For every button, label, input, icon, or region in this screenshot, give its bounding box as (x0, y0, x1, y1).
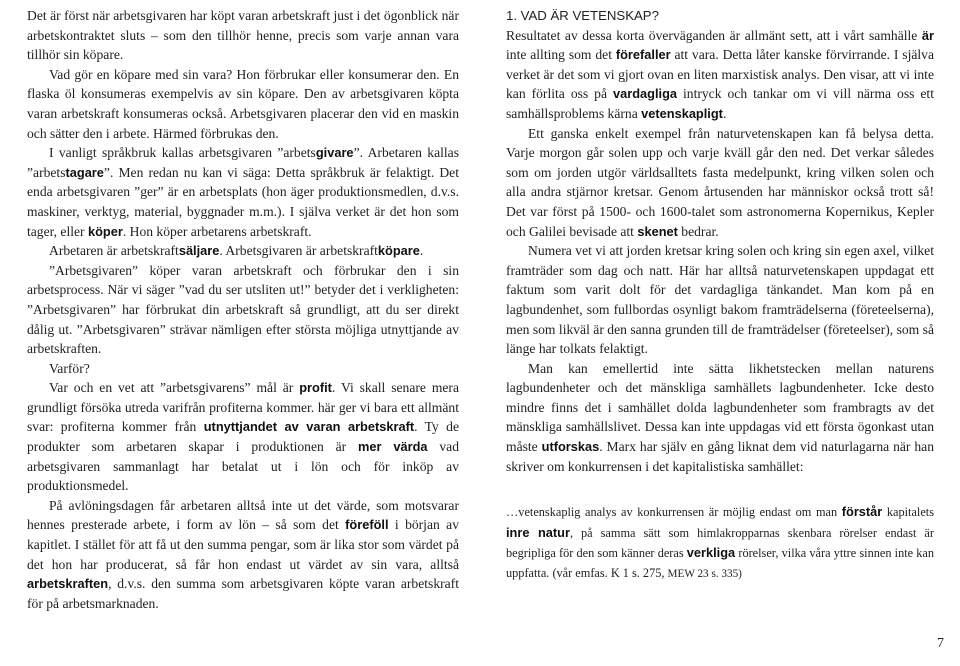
right-paragraph-1 (506, 26, 934, 124)
text-run: ”. Arbetaren kallas ”arbets (27, 145, 460, 180)
bold-term: föreföll (345, 517, 389, 533)
text-run: . Hon köper arbetarens arbetskraft. (122, 223, 312, 239)
text-run: I vanligt språkbruk kallas arbetsgivaren ”arbets (49, 145, 316, 161)
text-run: På avlöningsdagen får arbetaren alltså inte ut det värde, som motsvarar hennes presterade arbete, i form av lön – så som det (27, 497, 459, 533)
text-run: Resultatet av dessa korta överväganden är allmänt sett, att i vårt samhälle (506, 27, 922, 43)
bold-term: mer värda (357, 439, 428, 455)
bold-term: utnyttjandet av varan arbetskraft (203, 419, 415, 435)
text-run: . Arbetsgivaren är arbetskraft (219, 243, 378, 259)
bold-term: säljare (178, 243, 220, 259)
text-run: . (722, 105, 727, 121)
text-run: rörelser, vilka våra yttre sinnen inte kan uppfatta. (vår emfas. K 1 s. 275, (506, 546, 935, 581)
right-paragraph-3: Numera vet vi att jorden kretsar kring solen och kring sin egen axel, vilket framträder som dag och natt. Här har alltså naturvetenskapen uppdagat ett faktum som varit dolt för det vardagliga tänkandet. Man kom på en lagbundenhet, som fullbordas osynligt bakom framträdelserna (företeelserna), men som likväl är den sanna grunden till de framträdelser (företeelser), som så länge har tolkats felaktigt. (506, 243, 934, 357)
bold-term: tagare (65, 164, 104, 180)
bold-term: vetenskapligt (641, 105, 723, 121)
text-run: . Vi skall senare mera grundligt försöka utreda varifrån profiterna kommer. här ger vi bara ett allmänt svar: profiterna kommer från (27, 380, 459, 435)
citation: MEW 23 s. 335) (667, 568, 742, 581)
left-paragraph-2: Vad gör en köpare med sin vara? Hon förbrukar eller konsumerar den. En flaska öl konsumeras exempelvis av sin köpare. Den av arbetsgivaren köpta varan arbetskraft konsumeras också. Arbetsgivaren placerar den vid en maskin och sätter den i arbete. Härmed förbrukas den. (27, 66, 459, 141)
bold-term: köper (87, 223, 123, 239)
bold-term: verkliga (686, 545, 736, 561)
text-run: , på samma sätt som himlakropparnas skenbara rörelser endast är begripliga för den som känner deras (506, 525, 934, 561)
left-column (27, 6, 459, 613)
text-run: …vetenskaplig analys av konkurrensen är möjlig endast om man (506, 505, 842, 520)
bold-term: vardagliga (613, 86, 678, 102)
left-paragraph-4 (27, 241, 459, 261)
left-paragraph-7 (27, 378, 459, 496)
page-number: 7 (937, 636, 944, 651)
left-paragraph-5: ”Arbetsgivaren” köper varan arbetskraft och förbrukar den i sin arbetsprocess. När vi säger ”vad du ser utsliten ut!” betyder det i verkligheten: ”Arbetsgivaren” har förbrukat din arbetskraft så grundligt, att du ser direkt dålig ut. ”Arbetsgivaren” strävar nämligen efter största möjliga utnyttjande av arbetskraften. (27, 262, 459, 357)
bold-term: förstår (841, 504, 883, 520)
bold-term: utforskas (541, 439, 600, 455)
section-heading: 1. VAD ÄR VETENSKAP? (506, 8, 659, 23)
bold-term: skenet (637, 223, 678, 239)
text-run: i början av kapitlet. I stället för att få ut den summa pengar, som är lika stor som värdet på det hon har producerat, så får hon endast ut värdet av sin vara, alltså (27, 517, 460, 572)
right-column (506, 6, 934, 585)
text-run: . Marx har själv en gång liknat dem vid naturlagarna när han skriver om konkurrensen i det kapitalistiska samhället: (506, 439, 934, 474)
text-run: vad arbetsgivaren sammanlagt har betalat ut i lön och för inköp av produktionsmedel. (27, 439, 459, 494)
bold-term: arbetskraften (27, 576, 109, 592)
text-run: , d.v.s. den summa som arbetsgivaren köpte varan arbetskraft för på arbetsmarknaden. (27, 576, 459, 611)
text-run: Var och en vet att ”arbetsgivarens” mål är (49, 380, 300, 396)
text-run: intryck och tankar om vi vill närma oss ett samhällsproblems kärna (506, 86, 934, 121)
bold-term: är (921, 27, 934, 43)
text-run: Man kan emellertid inte sätta likhetstecken mellan naturens lagbundenheter och det mänskliga samhällets lagbundenheter. Icke desto mindre finns det i samhället dolda lagbundenheter som frambragts av det mänskliga samhällslivet. Dessa kan inte uppdagas vid ett första ögonkast utan måste (506, 360, 934, 455)
right-paragraph-2 (506, 124, 934, 242)
text-run: bedrar. (677, 223, 719, 239)
bold-term: profit (299, 380, 332, 396)
text-run: ”. Men redan nu kan vi säga: Detta språkbruk är felaktigt. Det enda arbetsgivaren ”ger” är en arbetsplats (hon äger produktionsmedlen, d.v.s. maskiner, verktyg, material, byggnader m.m.). I själva verket är det hon som tager, eller (27, 164, 459, 239)
bold-term: förefaller (615, 47, 671, 63)
text-run: Arbetaren är arbetskraft (49, 243, 179, 259)
text-run: att vara. Detta låter kanske förvirrande. I själva verket är det som vi gjort ovan en liten marxistisk analys. Den visar, att vi inte kan förlita oss på (506, 47, 934, 102)
text-run: Ett ganska enkelt exempel från naturvetenskapen kan få belysa detta. Varje morgon går solen upp och varje kväll går den ned. Det verkar således som om jorden utgör världsalltets fasta medelpunkt, kring vilken solen och alla andra stjärnor kretsar. Genom årtusenden har människor också trott så! Det var först på 1500- och 1600-talet som astronomerna Kopernikus, Kepler och Galilei bevisade att (506, 125, 934, 239)
text-run: . Ty de produkter som arbetaren skapar i produktionen är (27, 419, 460, 455)
text-run: kapitalets (882, 505, 934, 520)
right-paragraph-4 (506, 359, 934, 477)
bold-term: inre natur (506, 524, 570, 540)
left-paragraph-8 (27, 496, 459, 614)
bold-term: köpare (377, 243, 420, 259)
text-run: inte allting som det (506, 47, 616, 63)
spacer (506, 476, 934, 502)
left-paragraph-1: Det är först när arbetsgivaren har köpt varan arbetskraft just i det ögonblick när arbetskontraktet sluts – som den tillhör henne, precis som varje annan vara tillhör sin köpare. (27, 8, 459, 63)
text-run: . (419, 243, 424, 259)
block-quote (506, 502, 934, 584)
left-paragraph-3 (27, 143, 459, 241)
bold-term: givare (315, 145, 354, 161)
left-paragraph-6: Varför? (49, 360, 90, 376)
